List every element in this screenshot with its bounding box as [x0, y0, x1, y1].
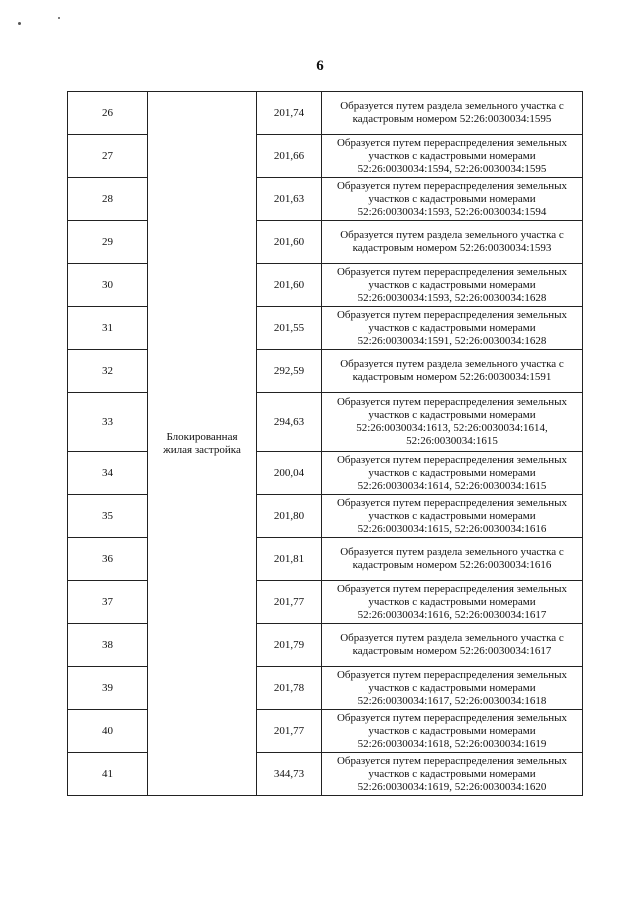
- plot-number-cell: 38: [68, 624, 148, 667]
- plot-area-cell: 201,80: [257, 495, 322, 538]
- plot-description-cell: Образуется путем раздела земельного участка с кадастровым номером 52:26:0030034:1617: [322, 624, 583, 667]
- plot-description-cell: Образуется путем перераспределения земельных участков с кадастровыми номерами 52:26:0030034:1594, 52:26:0030034:1595: [322, 135, 583, 178]
- plot-area-cell: 201,63: [257, 178, 322, 221]
- plot-area-cell: 201,60: [257, 221, 322, 264]
- table-row: [68, 264, 583, 307]
- plot-number-cell: 40: [68, 710, 148, 753]
- table-row: [68, 624, 583, 667]
- plot-number-cell: 34: [68, 452, 148, 495]
- plot-number-cell: 28: [68, 178, 148, 221]
- plot-area-cell: 201,55: [257, 307, 322, 350]
- plot-description-cell: Образуется путем перераспределения земельных участков с кадастровыми номерами 52:26:0030034:1619, 52:26:0030034:1620: [322, 753, 583, 796]
- table-row: [68, 221, 583, 264]
- plot-description-cell: Образуется путем перераспределения земельных участков с кадастровыми номерами 52:26:0030034:1591, 52:26:0030034:1628: [322, 307, 583, 350]
- plot-area-cell: 292,59: [257, 350, 322, 393]
- table-row: [68, 178, 583, 221]
- table-row: [68, 710, 583, 753]
- table-row: [68, 495, 583, 538]
- plot-number-cell: 29: [68, 221, 148, 264]
- plot-description-cell: Образуется путем перераспределения земельных участков с кадастровыми номерами 52:26:0030034:1616, 52:26:0030034:1617: [322, 581, 583, 624]
- table-row: [68, 135, 583, 178]
- plot-description-cell: Образуется путем раздела земельного участка с кадастровым номером 52:26:0030034:1593: [322, 221, 583, 264]
- plot-area-cell: 294,63: [257, 393, 322, 452]
- plot-description-cell: Образуется путем перераспределения земельных участков с кадастровыми номерами 52:26:0030034:1618, 52:26:0030034:1619: [322, 710, 583, 753]
- plot-area-cell: 201,79: [257, 624, 322, 667]
- plot-area-cell: 201,77: [257, 710, 322, 753]
- plot-description-cell: Образуется путем раздела земельного участка с кадастровым номером 52:26:0030034:1616: [322, 538, 583, 581]
- plot-area-cell: 201,78: [257, 667, 322, 710]
- plot-number-cell: 31: [68, 307, 148, 350]
- plot-description-cell: Образуется путем перераспределения земельных участков с кадастровыми номерами 52:26:0030034:1614, 52:26:0030034:1615: [322, 452, 583, 495]
- page-number: 6: [316, 58, 324, 74]
- plot-number-cell: 26: [68, 92, 148, 135]
- plot-area-cell: 201,81: [257, 538, 322, 581]
- scan-speck: [58, 17, 60, 19]
- plot-number-cell: 36: [68, 538, 148, 581]
- table-row: [68, 393, 583, 452]
- table-row: [68, 538, 583, 581]
- plot-area-cell: 201,77: [257, 581, 322, 624]
- scan-speck: [18, 22, 21, 25]
- plot-area-cell: 344,73: [257, 753, 322, 796]
- table-row: [68, 350, 583, 393]
- plot-number-cell: 30: [68, 264, 148, 307]
- plot-description-cell: Образуется путем перераспределения земельных участков с кадастровыми номерами 52:26:0030034:1615, 52:26:0030034:1616: [322, 495, 583, 538]
- plot-number-cell: 39: [68, 667, 148, 710]
- plot-number-cell: 33: [68, 393, 148, 452]
- table-row: [68, 753, 583, 796]
- plot-description-cell: Образуется путем перераспределения земельных участков с кадастровыми номерами 52:26:0030034:1617, 52:26:0030034:1618: [322, 667, 583, 710]
- table-row: [68, 667, 583, 710]
- table-row: [68, 307, 583, 350]
- table-row: [68, 452, 583, 495]
- plot-number-cell: 27: [68, 135, 148, 178]
- usage-type-label: Блокированная жилая застройка: [163, 430, 241, 456]
- plot-description-cell: Образуется путем раздела земельного участка с кадастровым номером 52:26:0030034:1595: [322, 92, 583, 135]
- plot-area-cell: 201,66: [257, 135, 322, 178]
- usage-type-cell: [148, 92, 257, 796]
- plot-description-cell: Образуется путем перераспределения земельных участков с кадастровыми номерами 52:26:0030034:1613, 52:26:0030034:1614, 52:26:0030034:1615: [322, 393, 583, 452]
- table-row: [68, 581, 583, 624]
- plot-number-cell: 37: [68, 581, 148, 624]
- table-row: [68, 92, 583, 135]
- plot-number-cell: 35: [68, 495, 148, 538]
- plot-description-cell: Образуется путем раздела земельного участка с кадастровым номером 52:26:0030034:1591: [322, 350, 583, 393]
- plot-area-cell: 201,74: [257, 92, 322, 135]
- plot-description-cell: Образуется путем перераспределения земельных участков с кадастровыми номерами 52:26:0030034:1593, 52:26:0030034:1594: [322, 178, 583, 221]
- plot-number-cell: 41: [68, 753, 148, 796]
- plot-number-cell: 32: [68, 350, 148, 393]
- land-plots-table: [67, 91, 583, 796]
- plot-area-cell: 201,60: [257, 264, 322, 307]
- plot-description-cell: Образуется путем перераспределения земельных участков с кадастровыми номерами 52:26:0030034:1593, 52:26:0030034:1628: [322, 264, 583, 307]
- plot-area-cell: 200,04: [257, 452, 322, 495]
